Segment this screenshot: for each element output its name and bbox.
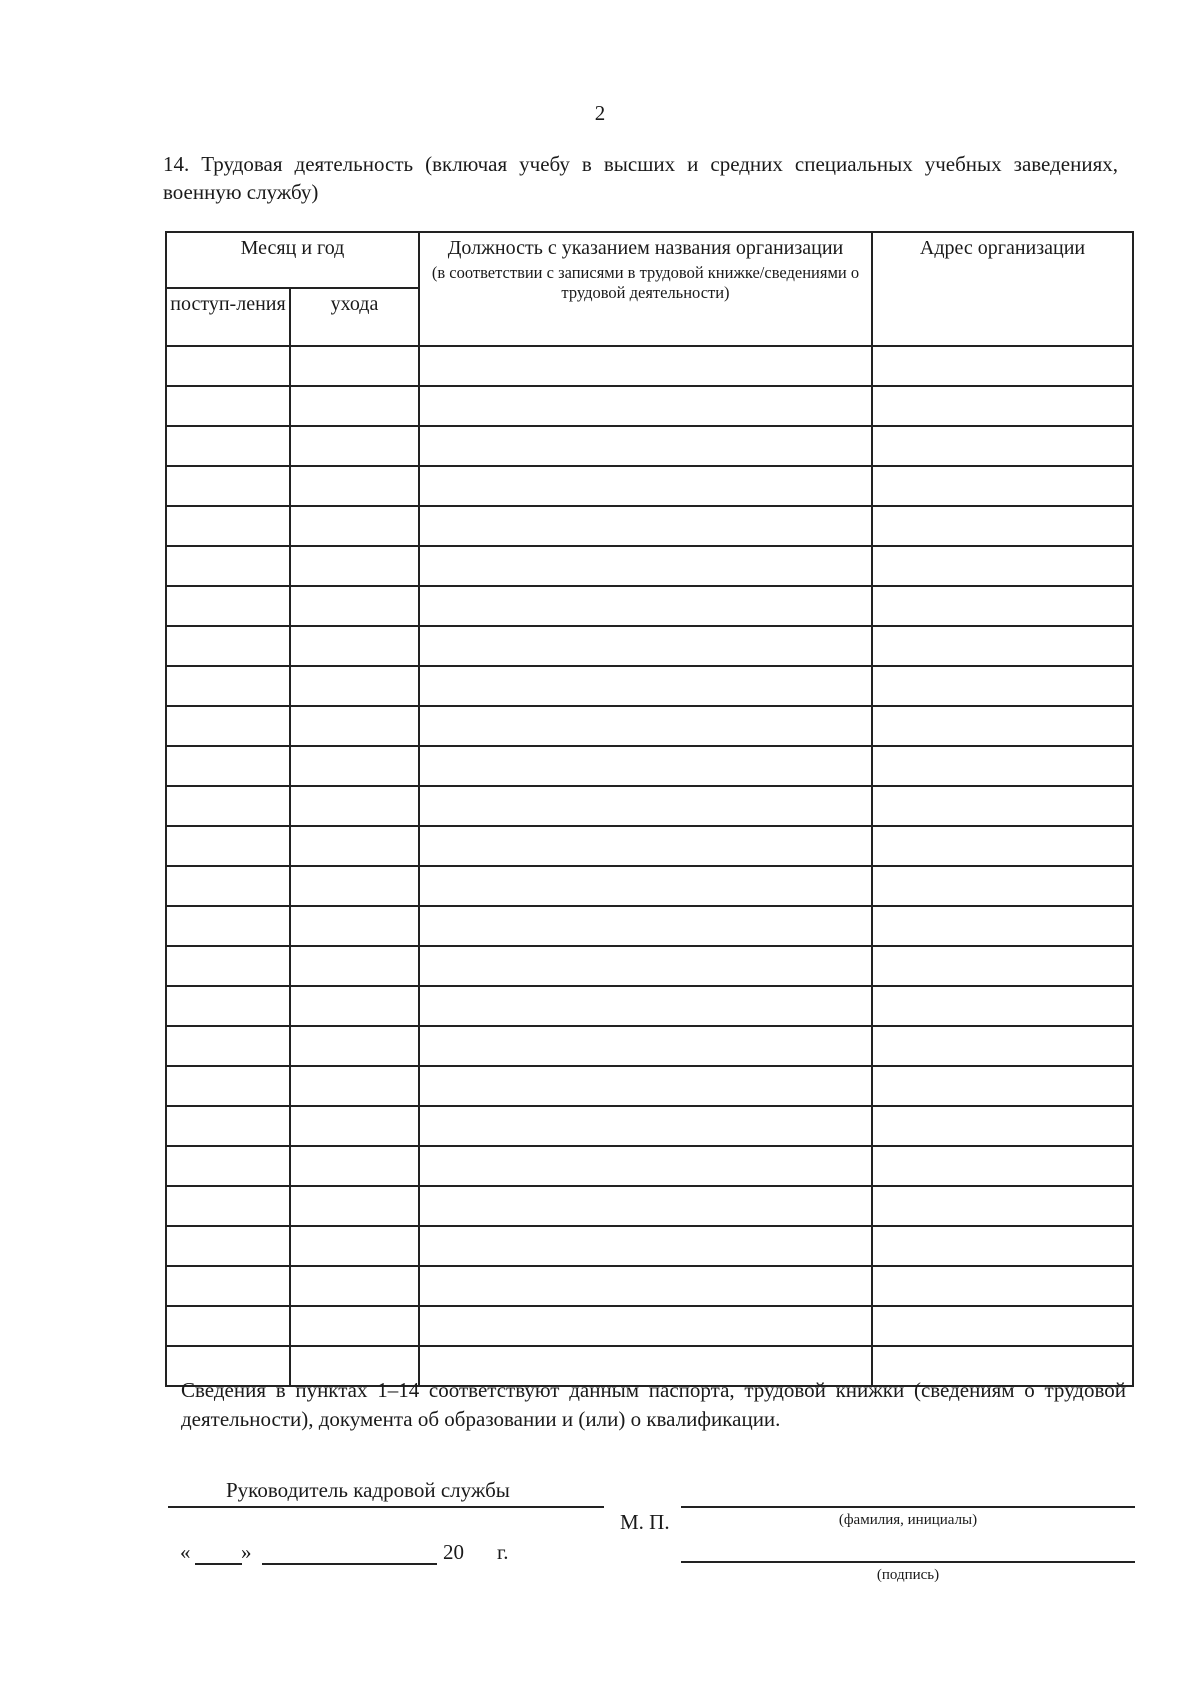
address-cell[interactable] [872,1266,1133,1306]
position-cell[interactable] [419,1306,872,1346]
end-cell[interactable] [290,426,419,466]
start-cell[interactable] [166,586,290,626]
start-cell[interactable] [166,906,290,946]
page-number: 2 [594,101,606,125]
start-cell[interactable] [166,946,290,986]
address-cell[interactable] [872,746,1133,786]
address-cell[interactable] [872,1306,1133,1346]
signature-line [681,1561,1135,1563]
end-cell[interactable] [290,986,419,1026]
position-cell[interactable] [419,666,872,706]
address-cell[interactable] [872,546,1133,586]
position-cell[interactable] [419,986,872,1026]
table-row [166,666,1133,706]
table-row [166,746,1133,786]
table-row [166,986,1133,1026]
address-cell[interactable] [872,1026,1133,1066]
position-cell[interactable] [419,1026,872,1066]
start-cell[interactable] [166,986,290,1026]
table-row [166,586,1133,626]
start-cell[interactable] [166,1026,290,1066]
end-cell[interactable] [290,746,419,786]
position-cell[interactable] [419,1266,872,1306]
hr-head-line [168,1506,604,1508]
position-cell[interactable] [419,946,872,986]
section-title: 14. Трудовая деятельность (включая учебу в высших и средних специальных учебных заведениях, военную службу) [163,152,1118,204]
address-cell[interactable] [872,866,1133,906]
table-row [166,1066,1133,1106]
end-cell[interactable] [290,386,419,426]
position-cell[interactable] [419,786,872,826]
end-cell[interactable] [290,1226,419,1266]
address-cell[interactable] [872,1186,1133,1226]
table-row [166,426,1133,466]
address-cell[interactable] [872,1146,1133,1186]
table-row [166,626,1133,666]
header-address: Адрес организации [872,232,1133,346]
address-cell[interactable] [872,586,1133,626]
address-cell[interactable] [872,386,1133,426]
position-cell[interactable] [419,906,872,946]
end-cell[interactable] [290,946,419,986]
header-end: ухода [290,288,419,346]
table-row [166,706,1133,746]
table-row [166,946,1133,986]
address-cell[interactable] [872,946,1133,986]
end-cell[interactable] [290,1146,419,1186]
end-cell[interactable] [290,1186,419,1226]
address-cell[interactable] [872,666,1133,706]
header-position-title: Должность с указанием названия организации [447,237,844,259]
table-row [166,386,1133,426]
address-cell[interactable] [872,426,1133,466]
position-cell[interactable] [419,626,872,666]
start-cell[interactable] [166,1146,290,1186]
position-cell[interactable] [419,546,872,586]
end-cell[interactable] [290,586,419,626]
end-cell[interactable] [290,1026,419,1066]
start-cell[interactable] [166,466,290,506]
start-cell[interactable] [166,1226,290,1266]
day-line [195,1563,242,1565]
surname-line [681,1506,1135,1508]
end-cell[interactable] [290,506,419,546]
end-cell[interactable] [290,546,419,586]
start-cell[interactable] [166,626,290,666]
header-position [419,232,872,346]
address-cell[interactable] [872,1226,1133,1266]
end-cell[interactable] [290,1106,419,1146]
address-cell[interactable] [872,826,1133,866]
start-cell[interactable] [166,706,290,746]
table-row [166,1226,1133,1266]
header-position-note: (в соответствии с записями в трудовой книжке/сведениями о трудовой деятельности) [431,263,860,302]
position-cell[interactable] [419,1146,872,1186]
start-cell[interactable] [166,386,290,426]
start-cell[interactable] [166,506,290,546]
address-cell[interactable] [872,986,1133,1026]
address-cell[interactable] [872,506,1133,546]
year-prefix: 20 [443,1540,464,1564]
start-cell[interactable] [166,1266,290,1306]
table-row [166,1186,1133,1226]
position-cell[interactable] [419,586,872,626]
header-month-year: Месяц и год [166,232,419,288]
start-cell[interactable] [166,1306,290,1346]
surname-caption: (фамилия, инициалы) [838,1512,978,1528]
end-cell[interactable] [290,466,419,506]
start-cell[interactable] [166,346,290,386]
position-cell[interactable] [419,1106,872,1146]
table-row [166,1106,1133,1146]
stamp-label: М. П. [620,1510,670,1534]
end-cell[interactable] [290,866,419,906]
end-cell[interactable] [290,826,419,866]
position-cell[interactable] [419,386,872,426]
address-cell[interactable] [872,1066,1133,1106]
position-cell[interactable] [419,866,872,906]
position-cell[interactable] [419,1186,872,1226]
table-row [166,466,1133,506]
start-cell[interactable] [166,546,290,586]
table-row [166,506,1133,546]
start-cell[interactable] [166,426,290,466]
start-cell[interactable] [166,746,290,786]
address-cell[interactable] [872,906,1133,946]
end-cell[interactable] [290,346,419,386]
position-cell[interactable] [419,506,872,546]
end-cell[interactable] [290,1306,419,1346]
table-row [166,866,1133,906]
start-cell[interactable] [166,1066,290,1106]
table-row [166,906,1133,946]
year-suffix: г. [497,1540,509,1564]
certification-note: Сведения в пунктах 1–14 соответствуют данным паспорта, трудовой книжки (сведениям о трудовой деятельности), документа об образовании и (или) о квалификации. [181,1378,1126,1431]
table-row [166,1266,1133,1306]
signature-caption: (подпись) [876,1567,940,1583]
start-cell[interactable] [166,786,290,826]
table-row [166,1026,1133,1066]
position-cell[interactable] [419,426,872,466]
position-cell[interactable] [419,346,872,386]
table-row [166,546,1133,586]
table-row [166,1306,1133,1346]
position-cell[interactable] [419,706,872,746]
start-cell[interactable] [166,1186,290,1226]
address-cell[interactable] [872,466,1133,506]
start-cell[interactable] [166,826,290,866]
end-cell[interactable] [290,1266,419,1306]
position-cell[interactable] [419,826,872,866]
position-cell[interactable] [419,1226,872,1266]
end-cell[interactable] [290,666,419,706]
end-cell[interactable] [290,626,419,666]
hr-head-label: Руководитель кадровой службы [226,1478,510,1502]
end-cell[interactable] [290,1066,419,1106]
date-close-quote: » [241,1540,252,1564]
end-cell[interactable] [290,786,419,826]
position-cell[interactable] [419,1066,872,1106]
start-cell[interactable] [166,866,290,906]
header-start: поступ-ления [166,288,290,346]
address-cell[interactable] [872,346,1133,386]
address-cell[interactable] [872,786,1133,826]
end-cell[interactable] [290,906,419,946]
table-row [166,826,1133,866]
start-cell[interactable] [166,1106,290,1146]
position-cell[interactable] [419,746,872,786]
position-cell[interactable] [419,466,872,506]
address-cell[interactable] [872,706,1133,746]
address-cell[interactable] [872,626,1133,666]
month-line [262,1563,437,1565]
start-cell[interactable] [166,666,290,706]
employment-table [165,231,1134,1387]
table-row [166,346,1133,386]
table-header-row [166,232,1133,288]
address-cell[interactable] [872,1106,1133,1146]
end-cell[interactable] [290,706,419,746]
table-row [166,786,1133,826]
date-open-quote: « [180,1540,191,1564]
table-row [166,1146,1133,1186]
